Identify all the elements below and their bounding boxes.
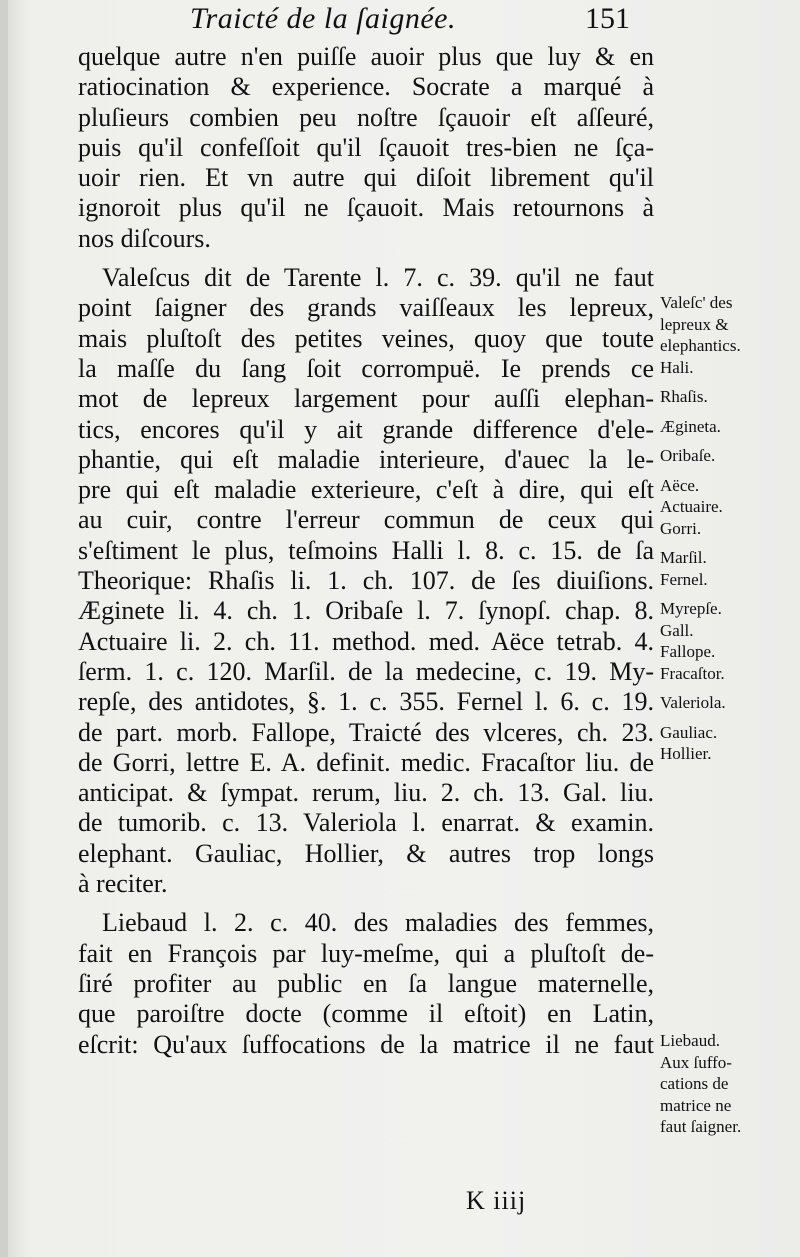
- text-line: nos diſcours.: [78, 223, 211, 253]
- margin-note: cations de: [660, 1074, 729, 1093]
- text-line: mais pluſtoſt des petites veines, quoy que toute: [78, 323, 654, 353]
- margin-note: lepreux &: [660, 314, 729, 334]
- margin-note: Gorri.: [660, 518, 702, 538]
- running-header: [190, 2, 630, 42]
- margin-note: Aux ſuffo-: [660, 1052, 732, 1072]
- text-line: phantie, qui eſt maladie interieure, d'auec la le-: [78, 444, 654, 474]
- text-line: s'eſtiment le plus, teſmoins Halli l. 8. c. 15. de ſa: [78, 535, 654, 565]
- running-title: Traicté de la ſaignée.: [190, 2, 456, 35]
- body-text: [78, 42, 654, 1060]
- margin-note: Valeriola.: [660, 693, 726, 712]
- margin-note: Marſil.: [660, 548, 707, 567]
- text-line: anticipat. & ſympat. rerum, liu. 2. ch. 13. Gal. liu.: [78, 778, 654, 808]
- text-line: que paroiſtre docte (comme il eſtoit) en Latin,: [78, 999, 654, 1029]
- margin-notes-lower: [660, 1030, 796, 1138]
- text-line: de tumorib. c. 13. Valeriola l. enarrat. & examin.: [78, 808, 654, 838]
- text-line: uoir rien. Et vn autre qui diſoit librement qu'il: [78, 163, 654, 193]
- text-line: Æginete li. 4. ch. 1. Oribaſe l. 7. ſynopſ. chap. 8.: [78, 596, 654, 626]
- paragraph-start-line: Valeſcus dit de Tarente l. 7. c. 39. qu'il ne faut: [102, 263, 654, 293]
- text-line: la maſſe du ſang ſoit corrompuë. Ie prends ce: [78, 353, 654, 383]
- margin-notes: [660, 292, 796, 765]
- text-line: pluſieurs combien peu noſtre ſçauoir eſt aſſeuré,: [78, 102, 654, 132]
- text-line: tics, encores qu'il y ait grande difference d'ele-: [78, 414, 654, 444]
- margin-note: Hollier.: [660, 744, 712, 763]
- text-line: elephant. Gauliac, Hollier, & autres trop longs: [78, 838, 654, 868]
- margin-note: Myrepſe.: [660, 599, 722, 618]
- text-line: pre qui eſt maladie exterieure, c'eſt à dire, qui eſt: [78, 475, 654, 505]
- margin-note: Hali.: [660, 357, 694, 377]
- text-line: point ſaigner des grands vaiſſeaux les lepreux,: [78, 293, 654, 323]
- text-line: quelque autre n'en puiſſe auoir plus que luy & en: [78, 42, 654, 71]
- text-line: de part. morb. Fallope, Traicté des vlceres, ch. 23.: [78, 717, 654, 747]
- margin-note: Ægineta.: [660, 416, 721, 436]
- margin-note: Aëce.: [660, 475, 700, 495]
- margin-note: Fracaſtor.: [660, 663, 725, 683]
- text-line: eſcrit: Qu'aux ſuffocations de la matrice il ne faut: [78, 1029, 654, 1059]
- page-number: 151: [585, 2, 630, 35]
- margin-note: matrice ne: [660, 1095, 732, 1115]
- margin-note: Gall.: [660, 620, 694, 640]
- text-line: ſerm. 1. c. 120. Marſil. de la medecine, c. 19. My-: [78, 656, 654, 686]
- margin-note: Rhaſis.: [660, 387, 708, 406]
- margin-note: Fernel.: [660, 569, 708, 589]
- text-line: ratiocination & experience. Socrate a marqué à: [78, 72, 654, 102]
- text-line: Actuaire li. 2. ch. 11. method. med. Aëce tetrab. 4.: [78, 626, 654, 656]
- margin-note: Valeſc' des: [660, 293, 733, 312]
- text-line: mot de lepreux largement pour auſſi elephan-: [78, 384, 654, 414]
- text-line: ſiré profiter au public en ſa langue maternelle,: [78, 968, 654, 998]
- margin-note: Gauliac.: [660, 722, 718, 742]
- text-line: au cuir, contre l'erreur commun de ceux qui: [78, 505, 654, 535]
- text-line: ignoroit plus qu'il ne ſçauoit. Mais retournons à: [78, 193, 654, 223]
- text-line: puis qu'il confeſſoit qu'il ſçauoit tres-bien ne ſça-: [78, 132, 654, 162]
- margin-note: Fallope.: [660, 642, 716, 661]
- paragraph-start-line: Liebaud l. 2. c. 40. des maladies des femmes,: [102, 908, 654, 938]
- signature-mark: K iiij: [466, 1186, 527, 1215]
- text-line: fait en François par luy-meſme, qui a pluſtoſt de-: [78, 938, 654, 968]
- text-line: à reciter.: [78, 869, 168, 899]
- margin-note: Actuaire.: [660, 497, 723, 516]
- text-line: repſe, des antidotes, §. 1. c. 355. Fernel l. 6. c. 19.: [78, 687, 654, 717]
- margin-note: faut ſaigner.: [660, 1117, 742, 1136]
- text-line: Theorique: Rhaſis li. 1. ch. 107. de ſes diuiſions.: [78, 566, 654, 596]
- page-gutter-shadow: [0, 0, 8, 1257]
- margin-note: elephantics.: [660, 336, 741, 355]
- margin-note: Oribaſe.: [660, 446, 716, 465]
- margin-note: Liebaud.: [660, 1031, 720, 1050]
- text-line: de Gorri, lettre E. A. definit. medic. Fracaſtor liu. de: [78, 747, 654, 777]
